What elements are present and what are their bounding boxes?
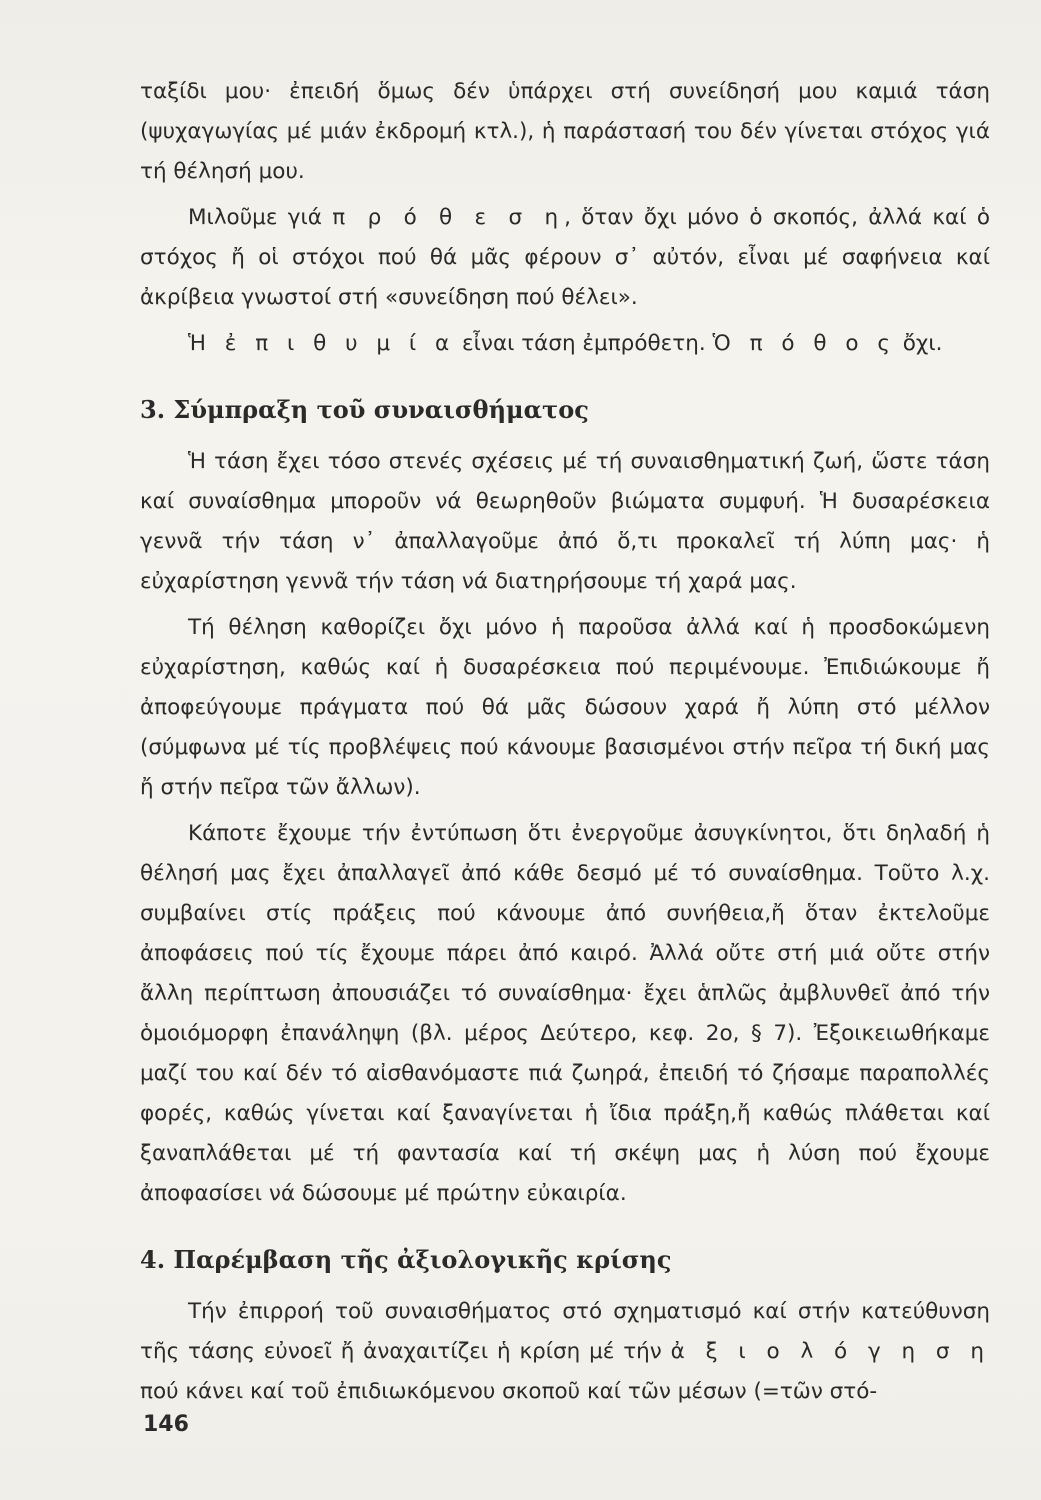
spaced-term-pothos: Ὁ π ό θ ο ς — [712, 331, 896, 356]
text-lead: Μιλοῦμε γιά — [188, 205, 333, 230]
spaced-term-prothesi: π ρ ό θ ε σ η — [332, 205, 565, 230]
paragraph-epithymia — [140, 324, 990, 364]
paragraph-s3-2: Τή θέληση καθορίζει ὄχι μόνο ἡ παροῦσα ἀλλά καί ἡ προσδοκώμενη εὐχαρίστηση, καθώς καί ἡ δυσαρέσκεια πού περιμένουμε. Ἐπιδιώκουμε ἤ ἀποφεύγουμε πράγματα πού θά μᾶς δώσουν χαρά ἤ λύπη στό μέλλον (σύμφωνα μέ τίς προβλέψεις πού κάνουμε βασισμένοι στήν πεῖρα τή δική μας ἤ στήν πεῖρα τῶν ἄλλων). — [140, 615, 990, 800]
section-heading-3: 3. Σύμπραξη τοῦ συναισθήματος — [140, 395, 589, 424]
text-lead: Τήν ἐπιρροή τοῦ συναισθήματος στό σχηματισμό καί στήν κατεύθυνση τῆς τάσης εὐνοεῖ ἤ ἀναχαιτίζει ἡ κρίση μέ τήν — [140, 1299, 990, 1364]
page-number: 146 — [143, 1412, 189, 1437]
paragraph-s4-1 — [140, 1292, 990, 1412]
section-heading-4: 4. Παρέμβαση τῆς ἀξιολογικῆς κρίσης — [140, 1245, 672, 1274]
text-rest: πού κάνει καί τοῦ ἐπιδιωκόμενου σκοποῦ καί τῶν μέσων (=τῶν στό- — [140, 1379, 878, 1404]
spaced-term-axiologisi: ἀ ξ ι ο λ ό γ η σ η — [670, 1339, 990, 1364]
spaced-term-epithymia: Ἡ ἐ π ι θ υ μ ί α — [188, 331, 456, 356]
paragraph-continuation: ταξίδι μου· ἐπειδή ὅμως δέν ὑπάρχει στή συνείδησή μου καμιά τάση (ψυχαγωγίας μέ μιάν ἐκδρομή κτλ.), ἡ παράστασή του δέν γίνεται στόχος γιά τή θέλησή μου. — [140, 79, 990, 184]
page-body — [140, 72, 990, 1418]
paragraph-s3-3: Κάποτε ἔχουμε τήν ἐντύπωση ὅτι ἐνεργοῦμε ἀσυγκίνητοι, ὅτι δηλαδή ἡ θέλησή μας ἔχει ἀπαλλαγεῖ ἀπό κάθε δεσμό μέ τό συναίσθημα. Τοῦτο λ.χ. συμβαίνει στίς πράξεις πού κάνουμε ἀπό συνήθεια,ἤ ὅταν ἐκτελοῦμε ἀποφάσεις πού τίς ἔχουμε πάρει ἀπό καιρό. Ἀλλά οὔτε στή μιά οὔτε στήν ἄλλη περίπτωση ἀπουσιάζει τό συναίσθημα· ἔχει ἁπλῶς ἀμβλυνθεῖ ἀπό τήν ὁμοιόμορφη ἐπανάληψη (βλ. μέρος Δεύτερο, κεφ. 2ο, § 7). Ἐξοικειωθήκαμε μαζί του καί δέν τό αἰσθανόμαστε πιά ζωηρά, ἐπειδή τό ζήσαμε παραπολλές φορές, καθώς γίνεται καί ξαναγίνεται ἡ ἴδια πράξη,ἤ καθώς πλάθεται καί ξαναπλάθεται μέ τή φαντασία καί τή σκέψη μας ἡ λύση πού ἔχουμε ἀποφασίσει νά δώσουμε μέ πρώτην εὐκαιρία. — [140, 821, 990, 1206]
text-end: ὄχι. — [895, 331, 943, 356]
paragraph-s3-1: Ἡ τάση ἔχει τόσο στενές σχέσεις μέ τή συναισθηματική ζωή, ὥστε τάση καί συναίσθημα μποροῦν νά θεωρηθοῦν βιώματα συμφυή. Ἡ δυσαρέσκεια γεννᾶ τήν τάση ν᾽ ἀπαλλαγοῦμε ἀπό ὅ,τι προκαλεῖ τή λύπη μας· ἡ εὐχαρίστηση γεννᾶ τήν τάση νά διατηρήσουμε τή χαρά μας. — [140, 449, 990, 594]
text-rest: , ὅταν ὄχι μόνο ὁ σκοπός, ἀλλά καί ὁ στόχος ἤ οἱ στόχοι πού θά μᾶς φέρουν σ᾽ αὐτόν, εἶναι μέ σαφήνεια καί ἀκρίβεια γνωστοί στή «συνείδηση πού θέλει». — [140, 205, 990, 310]
paragraph-prothesi — [140, 198, 990, 318]
text-mid: εἶναι τάση ἐμπρόθετη. — [455, 331, 713, 356]
